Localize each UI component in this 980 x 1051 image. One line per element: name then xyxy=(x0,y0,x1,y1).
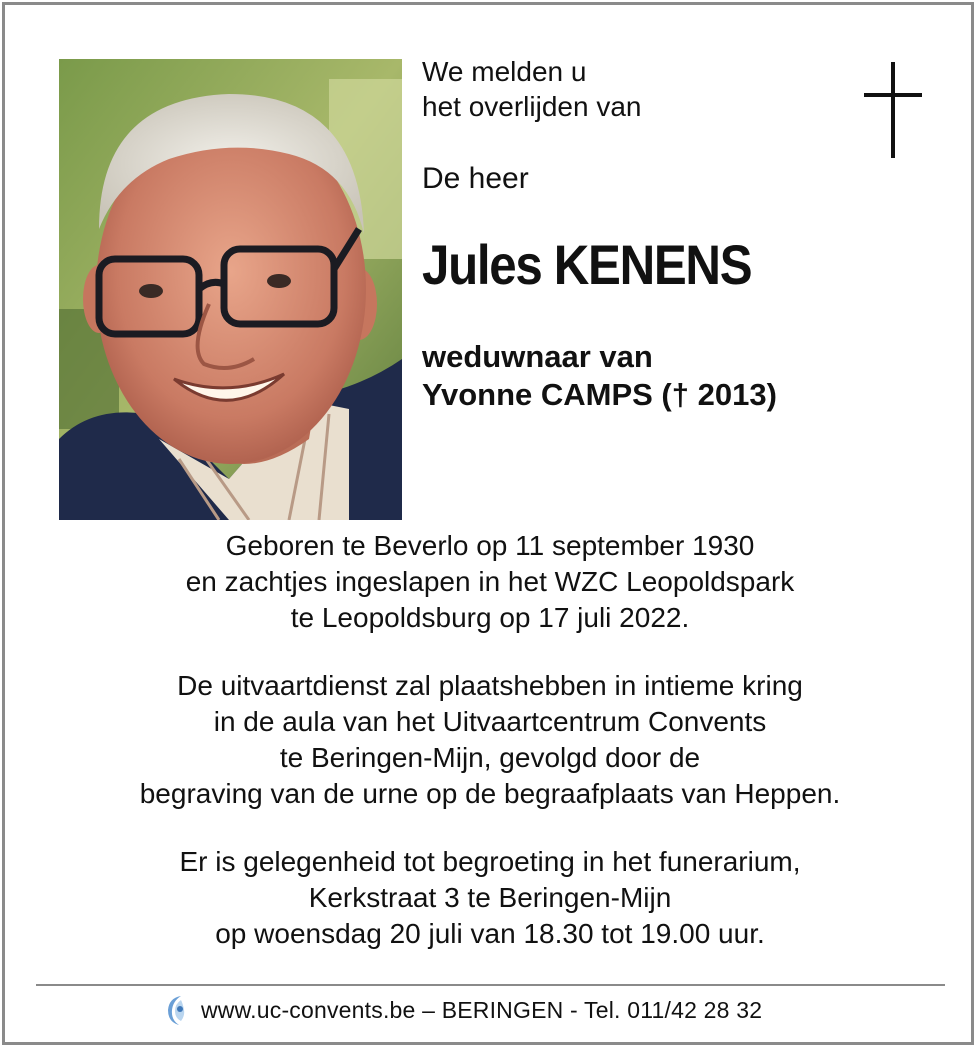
intro-line: We melden u xyxy=(422,56,587,87)
cross-vertical-bar xyxy=(891,62,895,158)
cross-horizontal-bar xyxy=(864,93,922,97)
footer-contact-text: www.uc-convents.be – BERINGEN - Tel. 011/42 28 32 xyxy=(201,996,763,1023)
birth-death-paragraph xyxy=(40,528,940,636)
paragraph-line: Er is gelegenheid tot begroeting in het funerarium, xyxy=(179,846,801,877)
paragraph-line: Geboren te Beverlo op 11 september 1930 xyxy=(225,530,755,561)
portrait-photo xyxy=(59,59,402,520)
latin-cross-icon xyxy=(864,62,922,158)
paragraph-line: te Beringen-Mijn, gevolgd door de xyxy=(279,742,701,773)
title-prefix: De heer xyxy=(422,162,529,195)
deceased-name: Jules KENENS xyxy=(422,233,752,296)
paragraph-line: op woensdag 20 juli van 18.30 tot 19.00 uur. xyxy=(215,918,765,949)
paragraph-line: Kerkstraat 3 te Beringen-Mijn xyxy=(308,882,672,913)
spouse-info xyxy=(422,338,777,414)
spouse-line: weduwnaar van xyxy=(422,339,653,374)
paragraph-line: en zachtjes ingeslapen in het WZC Leopoldspark xyxy=(185,566,795,597)
paragraph-line: De uitvaartdienst zal plaatshebben in intieme kring xyxy=(177,670,803,701)
convents-logo-icon xyxy=(163,992,189,1028)
footer-divider xyxy=(36,984,945,986)
spouse-line: Yvonne CAMPS († 2013) xyxy=(422,377,777,412)
visitation-paragraph xyxy=(40,844,940,952)
intro-text xyxy=(422,54,641,124)
paragraph-line: in de aula van het Uitvaartcentrum Convents xyxy=(213,706,767,737)
paragraph-line: begraving van de urne op de begraafplaats van Heppen. xyxy=(139,778,841,809)
funeral-service-paragraph xyxy=(40,668,940,812)
paragraph-line: te Leopoldsburg op 17 juli 2022. xyxy=(290,602,690,633)
footer xyxy=(163,990,762,1030)
intro-line: het overlijden van xyxy=(422,91,642,122)
